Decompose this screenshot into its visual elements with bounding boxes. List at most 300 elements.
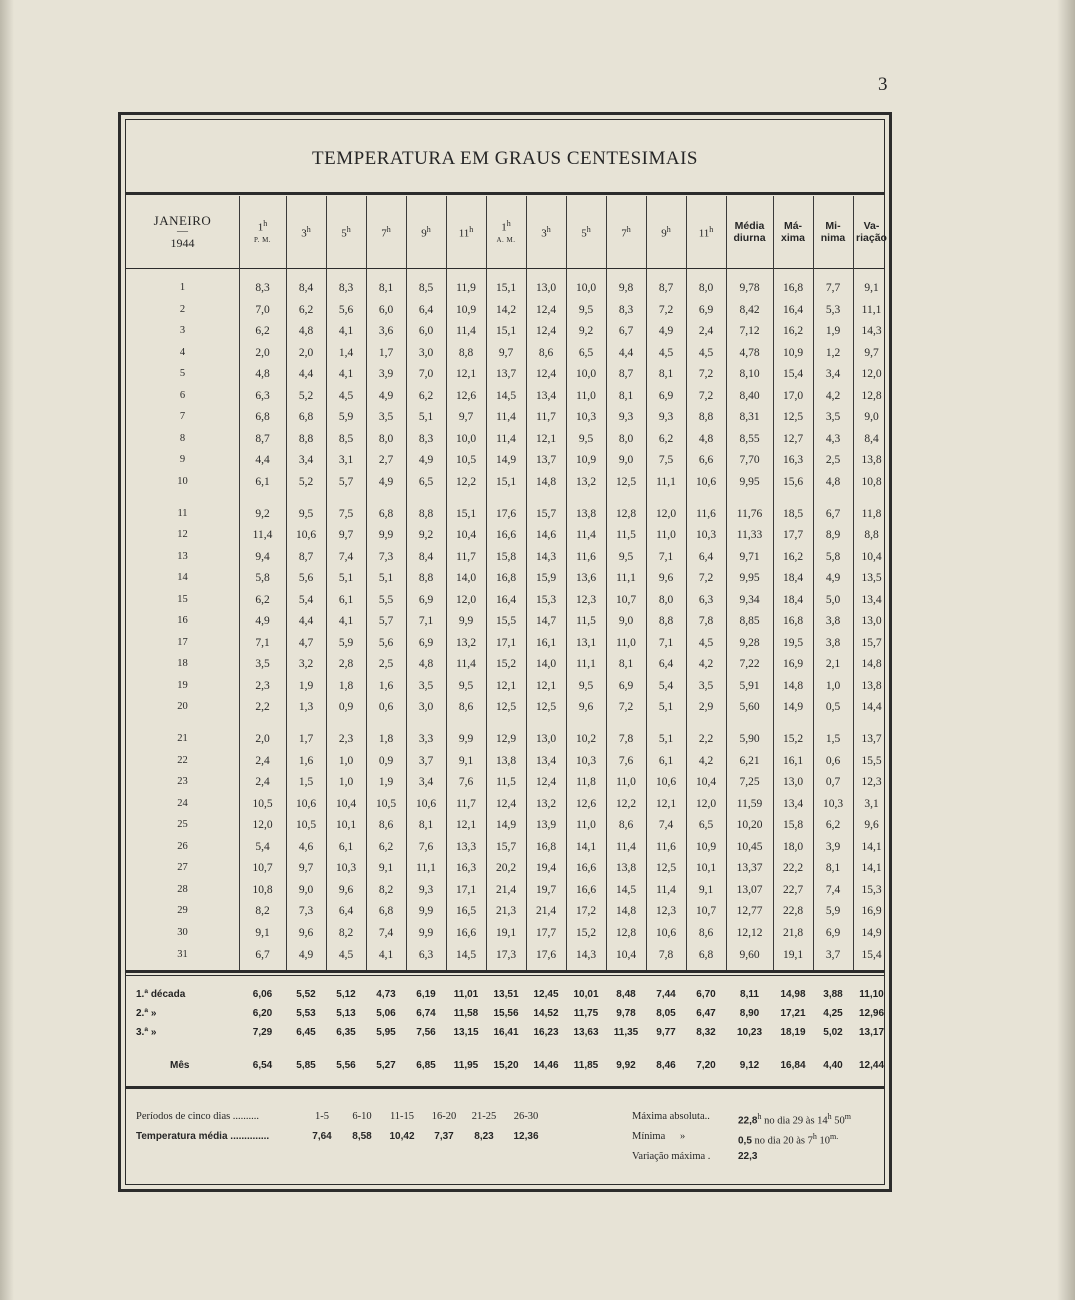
summary-cell: 5,95 bbox=[376, 1027, 396, 1038]
table-cell: 8,4 bbox=[418, 550, 434, 563]
periods-label: Períodos de cinco dias .......... bbox=[136, 1111, 260, 1122]
hour-label: 3$^h$ bbox=[301, 225, 311, 240]
table-cell: 10,5 bbox=[252, 797, 273, 810]
summary-cell: 5,06 bbox=[376, 1008, 396, 1019]
table-cell: 13,7 bbox=[535, 454, 557, 467]
table-cell: 12,6 bbox=[455, 389, 477, 402]
variation-label: Variação máxima . bbox=[632, 1151, 711, 1162]
table-cell: 21,4 bbox=[495, 883, 517, 896]
table-cell: 11,1 bbox=[616, 572, 636, 585]
day-number: 16 bbox=[177, 615, 188, 627]
table-cell: 11,5 bbox=[496, 776, 516, 789]
table-cell: 4,3 bbox=[825, 432, 841, 445]
table-cell: 10,8 bbox=[861, 475, 882, 488]
table-cell: 9,7 bbox=[298, 862, 314, 875]
table-cell: 11,6 bbox=[576, 550, 596, 563]
table-cell: 12,2 bbox=[455, 475, 477, 488]
table-cell: 2,4 bbox=[698, 325, 714, 338]
column-header-hour bbox=[606, 196, 646, 268]
summary-cell: 6,45 bbox=[296, 1027, 316, 1038]
summary-cell: 10,23 bbox=[736, 1027, 763, 1038]
table-cell: 13,4 bbox=[782, 797, 804, 810]
table-cell: 4,5 bbox=[658, 346, 674, 359]
table-cell: 4,1 bbox=[378, 948, 394, 961]
table-cell: 9,6 bbox=[658, 572, 674, 585]
table-cell: 9,7 bbox=[864, 346, 879, 359]
table-cell: 15,1 bbox=[495, 282, 517, 294]
table-cell: 3,4 bbox=[418, 776, 434, 789]
table-cell: 2,5 bbox=[825, 454, 841, 467]
table-cell: 9,28 bbox=[739, 636, 760, 649]
table-cell: 0,9 bbox=[338, 701, 354, 714]
hour-label: 9$^h$ bbox=[421, 225, 431, 240]
table-cell: 1,0 bbox=[825, 679, 841, 692]
ampm-label: P. M. bbox=[253, 235, 272, 244]
summary-cell: 8,11 bbox=[740, 989, 759, 1000]
table-cell: 1,5 bbox=[825, 733, 841, 745]
table-cell: 8,8 bbox=[658, 615, 674, 628]
table-cell: 16,6 bbox=[455, 926, 477, 939]
table-cell: 9,78 bbox=[739, 282, 760, 294]
table-cell: 2,0 bbox=[255, 346, 270, 359]
day-number: 5 bbox=[179, 368, 186, 380]
summary-cell: 4,40 bbox=[823, 1060, 843, 1071]
table-cell: 12,5 bbox=[782, 411, 804, 424]
table-cell: 12,9 bbox=[495, 733, 517, 745]
header-line: Média bbox=[734, 220, 765, 232]
summary-cell: 6,35 bbox=[336, 1027, 356, 1038]
table-cell: 9,2 bbox=[255, 507, 270, 520]
summary-cell: 15,56 bbox=[493, 1008, 519, 1019]
table-cell: 10,4 bbox=[335, 797, 357, 810]
table-cell: 7,1 bbox=[418, 615, 434, 628]
table-cell: 9,71 bbox=[739, 550, 760, 563]
hour-unit: h bbox=[426, 225, 431, 235]
summary-cell: 6,20 bbox=[252, 1008, 273, 1019]
table-cell: 13,8 bbox=[575, 507, 597, 520]
table-cell: 3,1 bbox=[864, 797, 879, 810]
table-cell: 2,5 bbox=[378, 658, 394, 671]
table-cell: 6,0 bbox=[418, 325, 434, 338]
table-cell: 8,0 bbox=[618, 432, 634, 445]
table-cell: 5,4 bbox=[255, 840, 270, 853]
table-cell: 10,1 bbox=[335, 819, 357, 832]
table-cell: 6,1 bbox=[255, 475, 270, 488]
table-cell: 15,8 bbox=[495, 550, 517, 563]
summary-cell: 12,44 bbox=[858, 1060, 885, 1071]
table-cell: 15,7 bbox=[495, 840, 517, 853]
day-number: 25 bbox=[177, 819, 188, 831]
table-cell: 11,4 bbox=[496, 432, 516, 445]
summary-cell: 16,84 bbox=[780, 1060, 806, 1071]
table-cell: 6,7 bbox=[825, 507, 841, 520]
table-cell: 13,4 bbox=[535, 754, 557, 767]
summary-cell: 5,13 bbox=[336, 1008, 356, 1019]
table-cell: 4,1 bbox=[338, 325, 354, 338]
table-cell: 8,3 bbox=[255, 282, 270, 294]
table-cell: 0,9 bbox=[378, 754, 394, 767]
table-cell: 13,4 bbox=[861, 593, 882, 606]
table-cell: 1,9 bbox=[378, 776, 394, 789]
table-cell: 12,4 bbox=[495, 797, 517, 810]
table-cell: 18,0 bbox=[782, 840, 804, 853]
table-cell: 4,78 bbox=[739, 346, 760, 359]
table-cell: 16,2 bbox=[782, 325, 804, 338]
table-cell: 9,2 bbox=[578, 325, 594, 338]
column-header-hour bbox=[406, 196, 446, 268]
summary-cell: 5,52 bbox=[296, 989, 316, 1000]
table-cell: 7,6 bbox=[618, 754, 634, 767]
table-cell: 5,7 bbox=[338, 475, 354, 488]
table-cell: 16,1 bbox=[535, 636, 557, 649]
table-cell: 2,1 bbox=[825, 658, 841, 671]
period-range: 21-25 bbox=[471, 1111, 497, 1122]
summary-cell: 6,85 bbox=[416, 1060, 436, 1071]
header-line: diurna bbox=[733, 232, 766, 244]
table-cell: 11,9 bbox=[456, 282, 476, 294]
table-cell: 14,8 bbox=[782, 679, 804, 692]
table-cell: 7,70 bbox=[739, 454, 760, 467]
column-header-stat bbox=[853, 196, 890, 268]
table-cell: 4,5 bbox=[338, 389, 354, 402]
table-cell: 13,7 bbox=[495, 368, 517, 381]
table-cell: 3,4 bbox=[825, 368, 841, 381]
summary-cell: 5,27 bbox=[376, 1060, 396, 1071]
table-cell: 11,59 bbox=[736, 797, 763, 810]
month-header bbox=[126, 196, 239, 268]
table-cell: 4,5 bbox=[338, 948, 354, 961]
table-cell: 6,5 bbox=[698, 819, 714, 832]
table-cell: 13,7 bbox=[861, 733, 882, 745]
table-cell: 11,0 bbox=[576, 389, 596, 402]
hour-label: 1$^h$ bbox=[257, 219, 268, 234]
header-line: xima bbox=[781, 232, 805, 244]
day-number: 11 bbox=[177, 507, 188, 519]
table-cell: 9,5 bbox=[298, 507, 314, 520]
table-cell: 11,76 bbox=[736, 507, 763, 520]
period-range: 26-30 bbox=[513, 1111, 539, 1122]
table-cell: 2,3 bbox=[255, 679, 270, 692]
day-number: 14 bbox=[177, 572, 188, 584]
table-cell: 9,9 bbox=[458, 615, 474, 628]
table-cell: 5,60 bbox=[739, 701, 760, 714]
hour-label: 7$^h$ bbox=[381, 225, 391, 240]
table-cell: 1,8 bbox=[378, 733, 394, 745]
table-cell: 5,1 bbox=[658, 701, 674, 714]
table-cell: 12,1 bbox=[535, 679, 557, 692]
day-number: 1 bbox=[179, 282, 186, 293]
table-cell: 16,6 bbox=[495, 529, 517, 542]
summary-cell: 17,21 bbox=[780, 1008, 806, 1019]
summary-cell: 5,85 bbox=[296, 1060, 316, 1071]
summary-cell: 14,52 bbox=[533, 1008, 559, 1019]
hour-unit: h bbox=[469, 225, 474, 235]
table-cell: 5,2 bbox=[298, 389, 314, 402]
table-cell: 17,6 bbox=[535, 948, 557, 961]
table-cell: 14,2 bbox=[495, 303, 517, 316]
table-cell: 12,0 bbox=[861, 368, 882, 381]
hour-unit: h bbox=[586, 225, 591, 235]
table-cell: 9,2 bbox=[418, 529, 434, 542]
summary-cell: 13,17 bbox=[858, 1027, 885, 1038]
hour-label: 7$^h$ bbox=[621, 225, 631, 240]
year-label: 1944 bbox=[170, 236, 195, 250]
summary-cell: 8,32 bbox=[696, 1027, 716, 1038]
table-cell: 3,9 bbox=[378, 368, 394, 381]
summary-cell: 9,92 bbox=[616, 1060, 636, 1071]
month-label: JANEIRO bbox=[153, 213, 212, 228]
table-cell: 17,0 bbox=[782, 389, 804, 402]
table-cell: 5,1 bbox=[338, 572, 354, 585]
table-cell: 15,1 bbox=[455, 507, 477, 520]
table-cell: 2,9 bbox=[698, 701, 714, 714]
table-cell: 13,0 bbox=[861, 615, 882, 628]
day-number: 10 bbox=[177, 475, 188, 487]
table-cell: 11,4 bbox=[252, 529, 273, 542]
day-number: 8 bbox=[179, 432, 186, 444]
table-cell: 12,8 bbox=[861, 389, 882, 402]
table-cell: 19,7 bbox=[535, 883, 557, 896]
table-cell: 13,8 bbox=[861, 454, 882, 467]
table-cell: 8,0 bbox=[378, 432, 394, 445]
table-cell: 6,0 bbox=[378, 303, 394, 316]
summary-cell: 13,15 bbox=[453, 1027, 479, 1038]
table-cell: 8,4 bbox=[298, 282, 314, 294]
summary-cell: 5,56 bbox=[336, 1060, 356, 1071]
table-cell: 8,0 bbox=[698, 282, 714, 294]
table-cell: 10,7 bbox=[615, 593, 637, 606]
table-cell: 5,6 bbox=[298, 572, 314, 585]
table-cell: 10,5 bbox=[295, 819, 317, 832]
day-number: 7 bbox=[179, 411, 186, 423]
table-cell: 12,0 bbox=[695, 797, 717, 810]
summary-cell: 16,41 bbox=[493, 1027, 519, 1038]
table-cell: 13,4 bbox=[535, 389, 557, 402]
table-cell: 8,1 bbox=[618, 658, 634, 671]
table-cell: 4,4 bbox=[255, 454, 270, 467]
period-range: 1-5 bbox=[315, 1111, 329, 1122]
table-cell: 11,0 bbox=[656, 529, 676, 542]
table-cell: 14,6 bbox=[535, 529, 557, 542]
table-cell: 4,7 bbox=[298, 636, 314, 649]
summary-cell: 14,46 bbox=[533, 1060, 559, 1071]
summary-cell: 7,44 bbox=[656, 989, 676, 1000]
table-cell: 12,5 bbox=[615, 475, 637, 488]
table-cell: 21,4 bbox=[535, 905, 557, 918]
table-cell: 12,7 bbox=[782, 432, 804, 445]
summary-cell: 7,29 bbox=[252, 1027, 273, 1038]
table-cell: 11,0 bbox=[616, 776, 636, 789]
table-cell: 11,4 bbox=[616, 840, 636, 853]
summary-label: 2.ª » bbox=[136, 1008, 157, 1019]
table-cell: 11,1 bbox=[416, 862, 436, 875]
table-cell: 7,2 bbox=[698, 572, 714, 585]
table-cell: 12,5 bbox=[495, 701, 517, 714]
table-cell: 4,8 bbox=[698, 432, 714, 445]
table-cell: 9,3 bbox=[658, 411, 674, 424]
day-number: 17 bbox=[177, 636, 188, 648]
table-cell: 7,2 bbox=[698, 389, 714, 402]
table-cell: 5,5 bbox=[378, 593, 394, 606]
table-cell: 13,2 bbox=[455, 636, 477, 649]
table-cell: 11,4 bbox=[656, 883, 676, 896]
summary-bottom-rule bbox=[126, 1086, 884, 1089]
table-cell: 9,9 bbox=[418, 905, 434, 918]
table-cell: 10,5 bbox=[455, 454, 477, 467]
table-cell: 8,6 bbox=[538, 346, 554, 359]
max-absolute-value: 22,8$^h$ no dia 29 às 14$^h$ 50$^m$ bbox=[738, 1112, 852, 1127]
table-cell: 2,4 bbox=[255, 754, 270, 767]
table-cell: 10,0 bbox=[575, 368, 597, 381]
max-absolute-label: Máxima absoluta.. bbox=[632, 1111, 710, 1122]
table-cell: 6,7 bbox=[618, 325, 634, 338]
table-cell: 4,2 bbox=[825, 389, 841, 402]
table-cell: 16,3 bbox=[782, 454, 804, 467]
table-cell: 9,5 bbox=[578, 679, 594, 692]
table-cell: 7,5 bbox=[338, 507, 354, 520]
period-mean: 12,36 bbox=[513, 1131, 539, 1142]
table-cell: 3,8 bbox=[825, 636, 841, 649]
table-cell: 11,7 bbox=[456, 797, 476, 810]
table-cell: 16,9 bbox=[782, 658, 804, 671]
table-cell: 14,1 bbox=[861, 840, 882, 853]
table-cell: 6,4 bbox=[418, 303, 434, 316]
table-cell: 9,5 bbox=[618, 550, 634, 563]
table-cell: 4,9 bbox=[658, 325, 674, 338]
table-cell: 3,1 bbox=[338, 454, 354, 467]
day-number: 21 bbox=[177, 733, 188, 744]
table-cell: 9,1 bbox=[378, 862, 394, 875]
table-cell: 9,0 bbox=[864, 411, 879, 424]
hour-label: 3$^h$ bbox=[541, 225, 551, 240]
table-cell: 1,9 bbox=[298, 679, 314, 692]
table-cell: 7,3 bbox=[298, 905, 314, 918]
table-cell: 3,2 bbox=[298, 658, 314, 671]
table-cell: 6,3 bbox=[255, 389, 270, 402]
table-cell: 16,8 bbox=[782, 282, 804, 294]
table-cell: 9,1 bbox=[458, 754, 474, 767]
table-cell: 10,9 bbox=[695, 840, 717, 853]
table-cell: 16,2 bbox=[782, 550, 804, 563]
table-cell: 14,3 bbox=[861, 325, 882, 338]
table-cell: 5,8 bbox=[255, 572, 270, 585]
table-cell: 8,4 bbox=[864, 432, 879, 445]
table-cell: 6,7 bbox=[255, 948, 270, 961]
table-cell: 8,8 bbox=[864, 529, 879, 542]
table-cell: 8,3 bbox=[418, 432, 434, 445]
table-cell: 14,1 bbox=[575, 840, 597, 853]
hour-unit: h bbox=[626, 225, 631, 235]
table-cell: 5,6 bbox=[378, 636, 394, 649]
table-cell: 10,7 bbox=[695, 905, 717, 918]
table-cell: 18,4 bbox=[782, 572, 804, 585]
table-cell: 9,9 bbox=[378, 529, 394, 542]
table-cell: 12,4 bbox=[535, 325, 557, 338]
table-cell: 5,0 bbox=[825, 593, 841, 606]
day-number: 28 bbox=[177, 883, 188, 895]
table-cell: 12,77 bbox=[736, 905, 763, 918]
table-cell: 12,1 bbox=[455, 819, 477, 832]
table-cell: 2,0 bbox=[255, 733, 270, 745]
table-cell: 11,1 bbox=[861, 303, 882, 316]
table-cell: 9,6 bbox=[864, 819, 879, 832]
table-cell: 6,2 bbox=[658, 432, 674, 445]
day-number: 22 bbox=[177, 754, 188, 766]
summary-cell: 11,01 bbox=[453, 989, 479, 1000]
hour-unit: h bbox=[346, 225, 351, 235]
table-cell: 4,8 bbox=[418, 658, 434, 671]
table-cell: 15,8 bbox=[782, 819, 804, 832]
table-cell: 21,3 bbox=[495, 905, 517, 918]
summary-cell: 7,20 bbox=[696, 1060, 716, 1071]
table-cell: 3,5 bbox=[378, 411, 394, 424]
table-cell: 17,7 bbox=[782, 529, 804, 542]
table-cell: 12,1 bbox=[455, 368, 477, 381]
table-cell: 8,85 bbox=[739, 615, 760, 628]
table-cell: 12,4 bbox=[535, 303, 557, 316]
table-cell: 6,9 bbox=[418, 593, 434, 606]
table-cell: 1,8 bbox=[338, 679, 354, 692]
table-cell: 17,1 bbox=[495, 636, 517, 649]
table-cell: 12,0 bbox=[655, 507, 677, 520]
table-cell: 6,2 bbox=[298, 303, 314, 316]
day-number: 9 bbox=[179, 454, 186, 466]
max-value: 22,8 bbox=[738, 1115, 758, 1127]
table-cell: 6,4 bbox=[338, 905, 354, 918]
table-cell: 4,8 bbox=[255, 368, 270, 381]
summary-cell: 9,12 bbox=[739, 1060, 760, 1071]
table-cell: 10,45 bbox=[736, 840, 763, 853]
table-cell: 5,9 bbox=[338, 636, 354, 649]
table-cell: 12,0 bbox=[455, 593, 477, 606]
day-number: 26 bbox=[177, 840, 188, 852]
table-cell: 6,9 bbox=[825, 926, 841, 939]
summary-cell: 8,46 bbox=[656, 1060, 676, 1071]
table-cell: 16,8 bbox=[495, 572, 517, 585]
table-cell: 10,4 bbox=[861, 550, 882, 563]
table-cell: 16,1 bbox=[782, 754, 804, 767]
hour-unit: h bbox=[306, 225, 311, 235]
table-cell: 6,1 bbox=[338, 593, 354, 606]
table-cell: 7,1 bbox=[658, 636, 674, 649]
table-cell: 13,0 bbox=[782, 776, 804, 789]
table-cell: 6,5 bbox=[418, 475, 434, 488]
table-cell: 2,0 bbox=[298, 346, 314, 359]
table-cell: 1,0 bbox=[338, 776, 354, 789]
table-cell: 10,9 bbox=[782, 346, 804, 359]
table-cell: 19,4 bbox=[535, 862, 557, 875]
table-cell: 3,7 bbox=[418, 754, 434, 767]
table-cell: 1,2 bbox=[825, 346, 841, 359]
table-cell: 11,8 bbox=[576, 776, 596, 789]
summary-cell: 5,02 bbox=[823, 1027, 843, 1038]
table-cell: 17,6 bbox=[495, 507, 517, 520]
table-cell: 1,0 bbox=[338, 754, 354, 767]
table-cell: 15,2 bbox=[575, 926, 597, 939]
summary-cell: 8,90 bbox=[739, 1008, 760, 1019]
table-cell: 7,4 bbox=[378, 926, 394, 939]
table-cell: 7,2 bbox=[618, 701, 634, 714]
summary-cell: 6,70 bbox=[696, 989, 716, 1000]
table-cell: 7,2 bbox=[658, 303, 674, 316]
table-cell: 14,7 bbox=[535, 615, 557, 628]
table-cell: 6,2 bbox=[418, 389, 434, 402]
table-cell: 4,9 bbox=[378, 475, 394, 488]
table-cell: 10,0 bbox=[575, 282, 597, 294]
table-cell: 6,1 bbox=[658, 754, 674, 767]
table-cell: 9,9 bbox=[458, 733, 474, 745]
table-cell: 10,6 bbox=[295, 797, 317, 810]
